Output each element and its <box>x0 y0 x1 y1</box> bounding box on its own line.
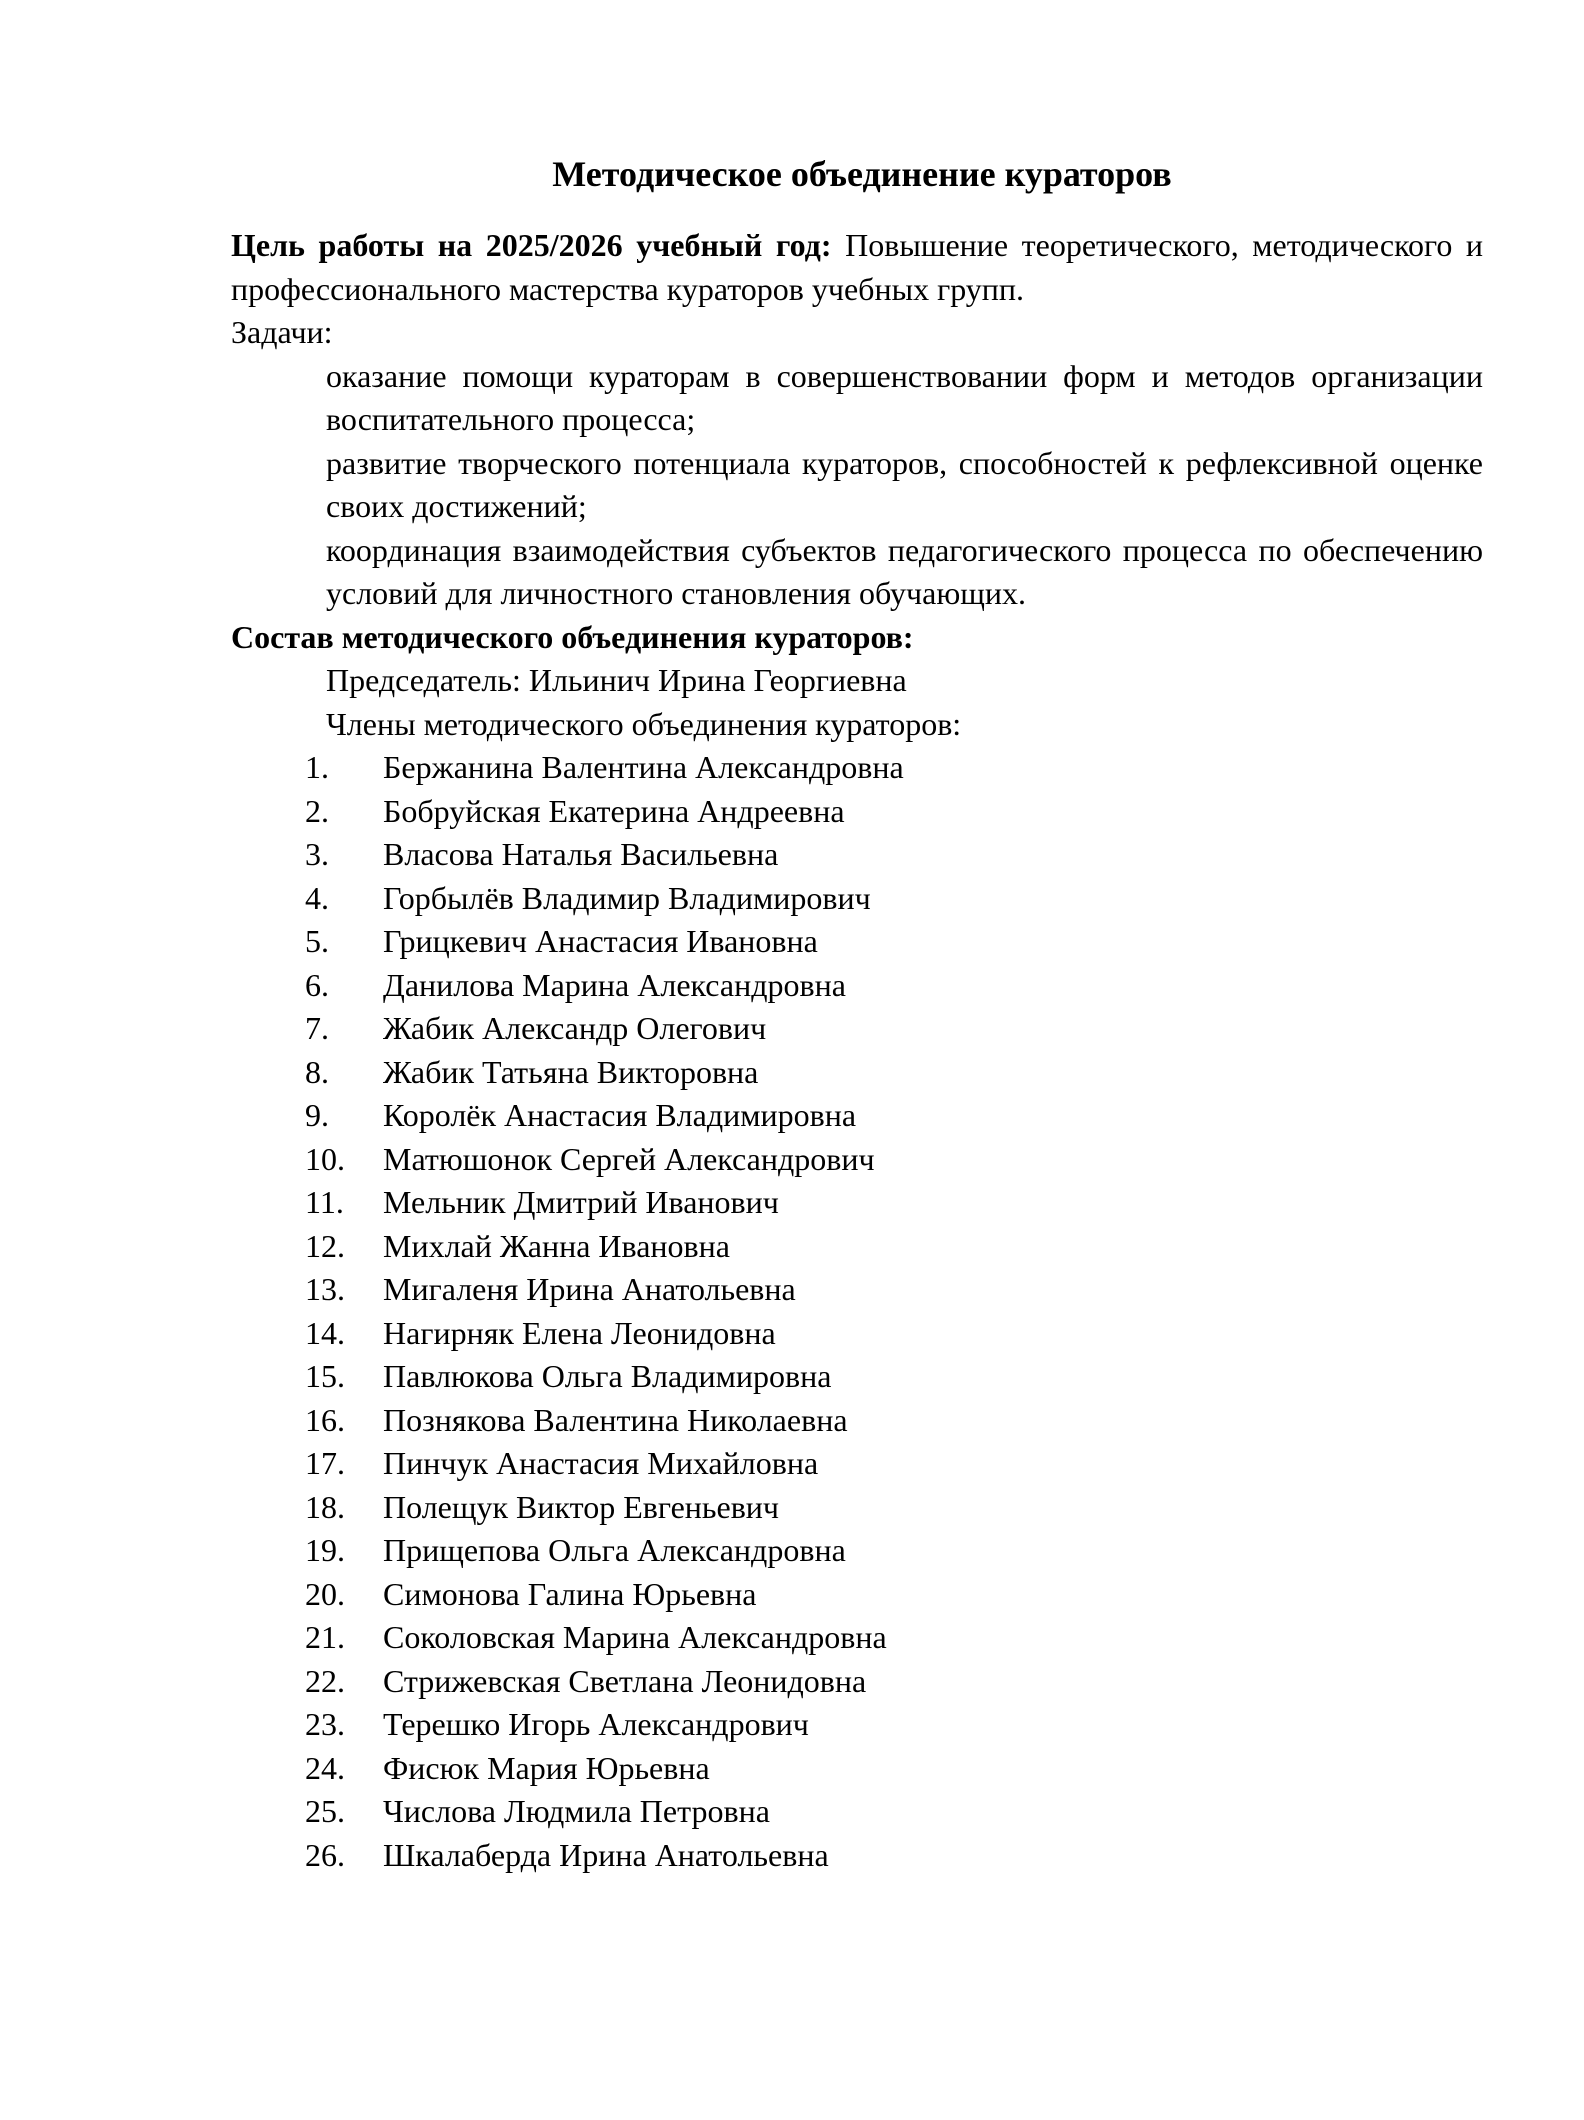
member-number: 2. <box>305 792 329 829</box>
member-number: 12. <box>305 1227 345 1264</box>
member-name: Полещук Виктор Евгеньевич <box>383 1488 780 1525</box>
member-name: Шкалаберда Ирина Анатольевна <box>383 1836 829 1873</box>
member-number: 20. <box>305 1575 345 1612</box>
composition-heading: Состав методического объединения кураторов: <box>231 618 914 655</box>
member-number: 22. <box>305 1662 345 1699</box>
member-number: 9. <box>305 1097 329 1133</box>
member-name: Власова Наталья Васильевна <box>383 836 779 872</box>
member-number: 24. <box>305 1749 345 1786</box>
member-number: 23. <box>305 1706 345 1742</box>
member-number: 17. <box>305 1445 345 1481</box>
member-name: Горбылёв Владимир Владимирович <box>383 879 871 916</box>
member-item <box>231 1355 1483 1399</box>
member-name: Пинчук Анастасия Михайловна <box>383 1445 819 1481</box>
member-number: 3. <box>305 836 329 872</box>
member-name: Жабик Татьяна Викторовна <box>383 1053 759 1090</box>
member-name: Бержанина Валентина Александровна <box>383 749 904 785</box>
member-item <box>231 790 1483 834</box>
tasks-label: Задачи: <box>231 314 333 350</box>
member-number: 26. <box>305 1836 345 1873</box>
member-name: Соколовская Марина Александровна <box>383 1619 887 1655</box>
member-item <box>231 1790 1483 1834</box>
member-item <box>231 1703 1483 1747</box>
members-list <box>231 746 1483 1877</box>
member-item <box>231 1268 1483 1312</box>
member-name: Терешко Игорь Александрович <box>383 1706 809 1742</box>
member-number: 8. <box>305 1053 329 1090</box>
goal-paragraph <box>231 224 1483 311</box>
member-item <box>231 1094 1483 1138</box>
member-number: 13. <box>305 1271 345 1307</box>
member-item <box>231 1138 1483 1182</box>
member-item <box>231 1616 1483 1660</box>
task-item: развитие творческого потенциала кураторов, способностей к рефлексивной оценке своих достижений; <box>326 444 1483 524</box>
member-item <box>231 964 1483 1008</box>
member-item <box>231 1225 1483 1269</box>
goal-label: Цель работы на 2025/2026 учебный год: <box>231 227 832 263</box>
member-item <box>231 1442 1483 1486</box>
member-number: 11. <box>305 1184 344 1220</box>
member-number: 7. <box>305 1010 329 1046</box>
member-item <box>231 1529 1483 1573</box>
member-number: 15. <box>305 1358 345 1394</box>
member-name: Прищепова Ольга Александровна <box>383 1532 846 1568</box>
member-name: Грицкевич Анастасия Ивановна <box>383 923 818 959</box>
member-item <box>231 1747 1483 1791</box>
member-item <box>231 1486 1483 1530</box>
member-item <box>231 920 1483 964</box>
goal-text: Повышение теоретического, методического и профессионального мастерства кураторов учебных групп. <box>231 227 1484 307</box>
tasks-list <box>231 355 1483 616</box>
member-name: Мельник Дмитрий Иванович <box>383 1184 779 1220</box>
member-name: Мигаленя Ирина Анатольевна <box>383 1271 796 1307</box>
member-name: Бобруйская Екатерина Андреевна <box>383 792 845 829</box>
member-item <box>231 1834 1483 1878</box>
member-item <box>231 877 1483 921</box>
member-item <box>231 746 1483 790</box>
member-number: 14. <box>305 1314 345 1351</box>
member-name: Матюшонок Сергей Александрович <box>383 1140 875 1177</box>
page-title: Методическое объединение кураторов <box>552 154 1172 194</box>
member-number: 10. <box>305 1140 345 1177</box>
member-number: 21. <box>305 1619 345 1655</box>
task-item: координация взаимодействия субъектов педагогического процесса по обеспечению условий для личностного становления обучающих. <box>326 531 1483 611</box>
member-name: Познякова Валентина Николаевна <box>383 1401 848 1438</box>
document-page <box>231 152 1483 1877</box>
member-item <box>231 833 1483 877</box>
member-number: 25. <box>305 1793 345 1829</box>
member-number: 4. <box>305 879 329 916</box>
task-item: оказание помощи кураторам в совершенствовании форм и методов организации воспитательного процесса; <box>326 357 1483 437</box>
member-number: 19. <box>305 1532 345 1568</box>
member-name: Михлай Жанна Ивановна <box>383 1227 730 1264</box>
member-item <box>231 1051 1483 1095</box>
member-item <box>231 1660 1483 1704</box>
member-number: 5. <box>305 923 329 959</box>
member-item <box>231 1399 1483 1443</box>
member-name: Числова Людмила Петровна <box>383 1793 770 1829</box>
member-item <box>231 1007 1483 1051</box>
member-name: Нагирняк Елена Леонидовна <box>383 1314 776 1351</box>
member-name: Павлюкова Ольга Владимировна <box>383 1358 832 1394</box>
chair-line: Председатель: Ильинич Ирина Георгиевна <box>326 662 907 698</box>
member-item <box>231 1181 1483 1225</box>
member-name: Стрижевская Светлана Леонидовна <box>383 1662 867 1699</box>
member-name: Королёк Анастасия Владимировна <box>383 1097 857 1133</box>
member-name: Симонова Галина Юрьевна <box>383 1575 757 1612</box>
member-item <box>231 1573 1483 1617</box>
member-name: Данилова Марина Александровна <box>383 966 846 1003</box>
member-item <box>231 1312 1483 1356</box>
member-number: 1. <box>305 749 329 785</box>
member-number: 6. <box>305 966 329 1003</box>
member-name: Фисюк Мария Юрьевна <box>383 1749 710 1786</box>
members-label: Члены методического объединения кураторов: <box>326 705 962 742</box>
member-number: 18. <box>305 1488 345 1525</box>
member-name: Жабик Александр Олегович <box>383 1010 767 1046</box>
member-number: 16. <box>305 1401 345 1438</box>
